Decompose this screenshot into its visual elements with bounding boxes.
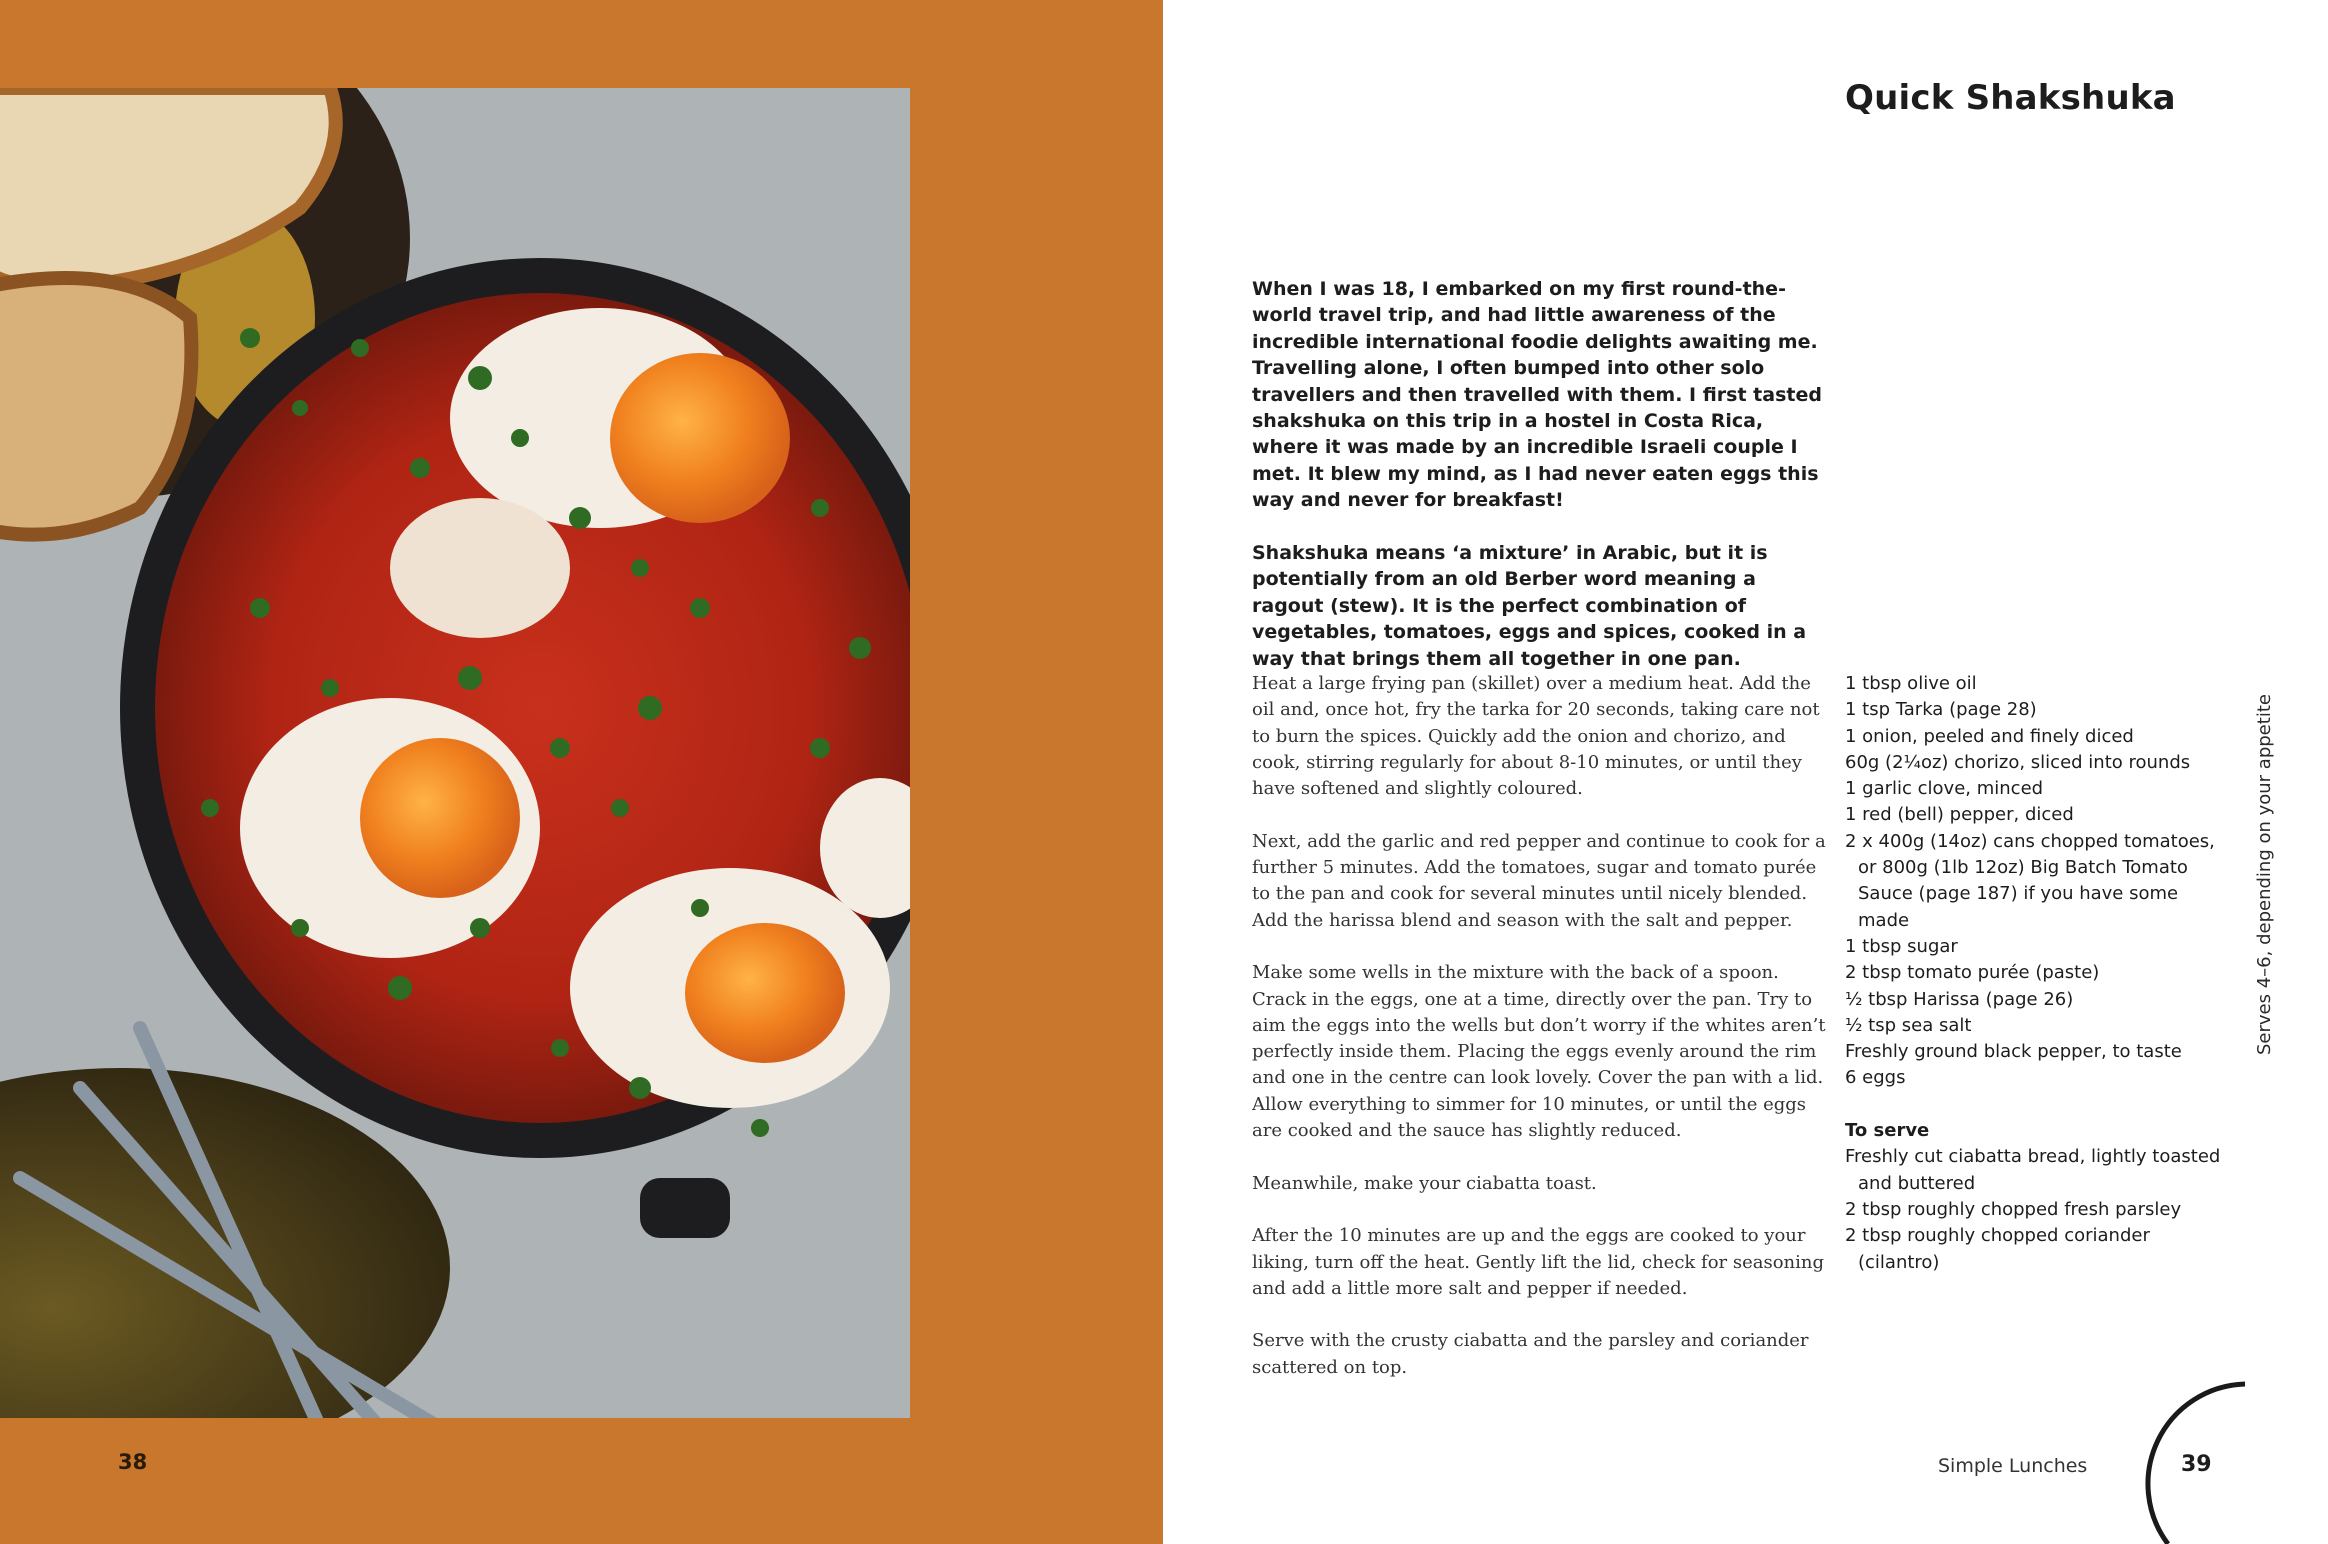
serve-item: Freshly cut ciabatta bread, lightly toasted and buttered	[1845, 1146, 2221, 1194]
shakshuka-illustration	[0, 88, 910, 1418]
intro-paragraph: When I was 18, I embarked on my first round-the-world travel trip, and had little awareness of the incredible international foodie delights awaiting me. Travelling alone, I often bumped into other solo travellers and then travelled with them. I first tasted shakshuka on this trip in a hostel in Costa Rica, where it was made by an incredible Israeli couple I met. It blew my mind, as I had never eaten eggs this way and never for breakfast!	[1252, 278, 1822, 512]
serves-text: Serves 4–6, depending on your appetite	[2254, 694, 2275, 1055]
ingredient-item: 1 tbsp olive oil	[1845, 673, 1977, 694]
shakshuka-photo	[0, 88, 910, 1418]
ingredients-list	[1845, 671, 2225, 1276]
ingredient-item: 1 onion, peeled and finely diced	[1845, 725, 2134, 747]
ingredient-item: Freshly ground black pepper, to taste	[1845, 1041, 2182, 1063]
method-step: Make some wells in the mixture with the back of a spoon. Crack in the eggs, one at a time, directly over the pan. Try to aim the eggs into the wells but don’t worry if the whites aren’t perfectly inside them. Placing the eggs evenly around the rim and one in the centre can look lovely. Cover the pan with a lid. Allow everything to simmer for 10 minutes, or until the eggs are cooked and the sauce has slightly reduced.	[1252, 962, 1826, 1142]
method-steps	[1252, 671, 1832, 1407]
recipe-intro	[1252, 276, 1832, 698]
method-step: Meanwhile, make your ciabatta toast.	[1252, 1172, 1597, 1194]
to-serve-heading: To serve	[1845, 1120, 1930, 1142]
page-number-right: 39	[2181, 1452, 2212, 1477]
recipe-title: Quick Shakshuka	[1845, 78, 2176, 118]
page-number-left: 38	[118, 1450, 148, 1474]
ingredient-item: ½ tbsp Harissa (page 26)	[1845, 988, 2074, 1010]
method-step: After the 10 minutes are up and the eggs are cooked to your liking, turn off the heat. Gently lift the lid, check for seasoning and add a little more salt and pepper if needed.	[1252, 1225, 1825, 1299]
section-name: Simple Lunches	[1938, 1455, 2088, 1477]
ingredient-item: 1 tbsp sugar	[1845, 935, 1958, 957]
ingredient-item: 2 tbsp tomato purée (paste)	[1845, 962, 2100, 984]
page-arc-decoration	[2120, 1370, 2328, 1544]
serve-item: 2 tbsp roughly chopped fresh parsley	[1845, 1198, 2182, 1220]
ingredient-item: 1 tsp Tarka (page 28)	[1845, 699, 2037, 721]
intro-paragraph: Shakshuka means ‘a mixture’ in Arabic, but it is potentially from an old Berber word meaning a ragout (stew). It is the perfect combination of vegetables, tomatoes, eggs and spices, cooked in a way that brings them all together in one pan.	[1252, 542, 1807, 670]
egg	[570, 868, 890, 1108]
method-step: Heat a large frying pan (skillet) over a medium heat. Add the oil and, once hot, fry the tarka for 20 seconds, taking care not to burn the spices. Quickly add the onion and chorizo, and cook, stirring regularly for about 8-10 minutes, or until they have softened and slightly coloured.	[1252, 673, 1820, 800]
left-page	[0, 0, 1163, 1544]
ingredient-item: 6 eggs	[1845, 1067, 1906, 1089]
ingredient-item: 1 garlic clove, minced	[1845, 778, 2044, 800]
ingredient-item: 60g (2¼oz) chorizo, sliced into rounds	[1845, 751, 2191, 773]
egg	[240, 698, 540, 958]
method-step: Next, add the garlic and red pepper and continue to cook for a further 5 minutes. Add the tomatoes, sugar and tomato purée to the pan and cook for several minutes until nicely blended. Add the harissa blend and season with the salt and pepper.	[1252, 830, 1826, 931]
ingredient-item: 1 red (bell) pepper, diced	[1845, 804, 2074, 826]
ingredient-item: 2 x 400g (14oz) cans chopped tomatoes, or 800g (1lb 12oz) Big Batch Tomato Sauce (page 187) if you have some made	[1845, 830, 2215, 931]
serve-item: 2 tbsp roughly chopped coriander (cilantro)	[1845, 1225, 2150, 1273]
ingredient-item: ½ tsp sea salt	[1845, 1014, 1972, 1036]
method-step: Serve with the crusty ciabatta and the parsley and coriander scattered on top.	[1252, 1330, 1809, 1378]
